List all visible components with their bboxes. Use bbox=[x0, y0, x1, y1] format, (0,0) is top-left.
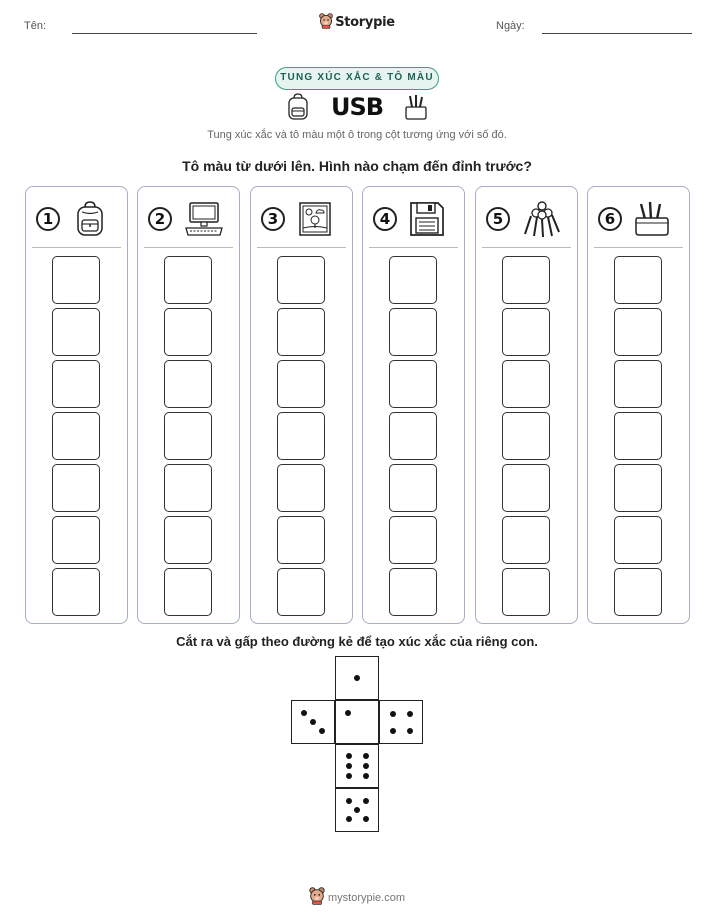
bear-icon bbox=[309, 887, 325, 905]
picture-icon bbox=[297, 201, 333, 237]
column-number: 3 bbox=[261, 207, 285, 231]
color-cell[interactable] bbox=[52, 464, 100, 512]
brand-name: Storypie bbox=[335, 15, 395, 30]
die-pip bbox=[363, 798, 369, 804]
color-cell[interactable] bbox=[52, 256, 100, 304]
cell-stack bbox=[614, 256, 662, 620]
color-cell[interactable] bbox=[389, 360, 437, 408]
color-cell[interactable] bbox=[389, 516, 437, 564]
die-pip bbox=[363, 773, 369, 779]
footer-url[interactable]: mystorypie.com bbox=[327, 892, 406, 904]
color-cell[interactable] bbox=[389, 412, 437, 460]
die-pip bbox=[390, 728, 396, 734]
color-cell[interactable] bbox=[52, 360, 100, 408]
die-pip bbox=[407, 728, 413, 734]
color-cell[interactable] bbox=[164, 308, 212, 356]
column-number: 4 bbox=[373, 207, 397, 231]
date-label: Ngày: bbox=[496, 20, 525, 32]
die-pip bbox=[363, 816, 369, 822]
pencil-case-icon bbox=[634, 201, 670, 237]
name-label: Tên: bbox=[24, 20, 47, 32]
column-divider bbox=[257, 247, 346, 248]
name-line[interactable] bbox=[72, 33, 257, 34]
column-2 bbox=[137, 186, 240, 624]
color-cell[interactable] bbox=[52, 568, 100, 616]
computer-icon bbox=[184, 201, 224, 237]
column-6 bbox=[587, 186, 690, 624]
color-cell[interactable] bbox=[614, 516, 662, 564]
color-cell[interactable] bbox=[52, 516, 100, 564]
color-cell[interactable] bbox=[52, 308, 100, 356]
color-cell[interactable] bbox=[614, 308, 662, 356]
column-3 bbox=[250, 186, 353, 624]
color-cell[interactable] bbox=[502, 568, 550, 616]
color-cell[interactable] bbox=[164, 516, 212, 564]
color-cell[interactable] bbox=[277, 360, 325, 408]
title-badge: TUNG XÚC XẮC & TÔ MÀU bbox=[275, 67, 439, 90]
die-face-bottom bbox=[335, 788, 379, 832]
die-pip bbox=[319, 728, 325, 734]
column-5 bbox=[475, 186, 578, 624]
die-pip bbox=[310, 719, 316, 725]
column-divider bbox=[594, 247, 683, 248]
pencil-case-icon bbox=[405, 93, 427, 121]
die-face-lower bbox=[335, 744, 379, 788]
color-cell[interactable] bbox=[277, 412, 325, 460]
die-pip bbox=[346, 773, 352, 779]
color-cell[interactable] bbox=[502, 308, 550, 356]
color-cell[interactable] bbox=[389, 308, 437, 356]
date-line[interactable] bbox=[542, 33, 692, 34]
floppy-disk-icon bbox=[409, 201, 445, 237]
die-pip bbox=[354, 807, 360, 813]
color-cell[interactable] bbox=[277, 516, 325, 564]
cell-stack bbox=[502, 256, 550, 620]
column-4 bbox=[362, 186, 465, 624]
backpack-icon bbox=[72, 201, 108, 237]
column-number: 2 bbox=[148, 207, 172, 231]
die-face-left bbox=[291, 700, 335, 744]
color-cell[interactable] bbox=[614, 568, 662, 616]
column-number: 5 bbox=[486, 207, 510, 231]
die-pip bbox=[407, 711, 413, 717]
cell-stack bbox=[389, 256, 437, 620]
footer bbox=[0, 887, 714, 905]
column-1 bbox=[25, 186, 128, 624]
color-cell[interactable] bbox=[277, 568, 325, 616]
color-cell[interactable] bbox=[502, 412, 550, 460]
die-pip bbox=[363, 763, 369, 769]
color-cell[interactable] bbox=[277, 464, 325, 512]
color-cell[interactable] bbox=[277, 308, 325, 356]
color-cell[interactable] bbox=[389, 568, 437, 616]
column-divider bbox=[32, 247, 121, 248]
die-pip bbox=[363, 753, 369, 759]
instruction-text: Tung xúc xắc và tô màu một ô trong cột tương ứng với số đó. bbox=[207, 129, 507, 141]
die-pip bbox=[346, 798, 352, 804]
die-pip bbox=[346, 753, 352, 759]
color-cell[interactable] bbox=[502, 516, 550, 564]
die-pip bbox=[346, 763, 352, 769]
color-cell[interactable] bbox=[389, 464, 437, 512]
die-pip bbox=[354, 675, 360, 681]
color-cell[interactable] bbox=[164, 464, 212, 512]
backpack-icon bbox=[287, 93, 309, 121]
cell-stack bbox=[52, 256, 100, 620]
brand-logo bbox=[0, 13, 714, 30]
color-cell[interactable] bbox=[614, 412, 662, 460]
die-pip bbox=[301, 710, 307, 716]
color-cell[interactable] bbox=[164, 256, 212, 304]
color-cell[interactable] bbox=[52, 412, 100, 460]
color-cell[interactable] bbox=[502, 360, 550, 408]
die-face-center bbox=[335, 700, 379, 744]
color-cell[interactable] bbox=[502, 256, 550, 304]
cell-stack bbox=[164, 256, 212, 620]
color-cell[interactable] bbox=[389, 256, 437, 304]
color-cell[interactable] bbox=[164, 568, 212, 616]
column-divider bbox=[369, 247, 458, 248]
bear-icon bbox=[319, 13, 333, 29]
subtitle-usb: USB bbox=[330, 93, 384, 121]
die-pip bbox=[390, 711, 396, 717]
color-cell[interactable] bbox=[164, 360, 212, 408]
die-face-right bbox=[379, 700, 423, 744]
column-number: 6 bbox=[598, 207, 622, 231]
column-number: 1 bbox=[36, 207, 60, 231]
column-divider bbox=[144, 247, 233, 248]
cell-stack bbox=[277, 256, 325, 620]
keys-icon bbox=[522, 201, 562, 239]
color-cell[interactable] bbox=[614, 256, 662, 304]
color-cell[interactable] bbox=[614, 360, 662, 408]
die-face-top bbox=[335, 656, 379, 700]
question-text: Tô màu từ dưới lên. Hình nào chạm đến đỉnh trước? bbox=[182, 158, 532, 174]
cut-instruction: Cắt ra và gấp theo đường kẻ để tạo xúc xắc của riêng con. bbox=[176, 634, 538, 649]
color-cell[interactable] bbox=[502, 464, 550, 512]
subtitle-row bbox=[0, 93, 714, 123]
color-cell[interactable] bbox=[277, 256, 325, 304]
die-pip bbox=[346, 816, 352, 822]
column-divider bbox=[482, 247, 571, 248]
color-cell[interactable] bbox=[164, 412, 212, 460]
die-pip bbox=[345, 710, 351, 716]
color-cell[interactable] bbox=[614, 464, 662, 512]
